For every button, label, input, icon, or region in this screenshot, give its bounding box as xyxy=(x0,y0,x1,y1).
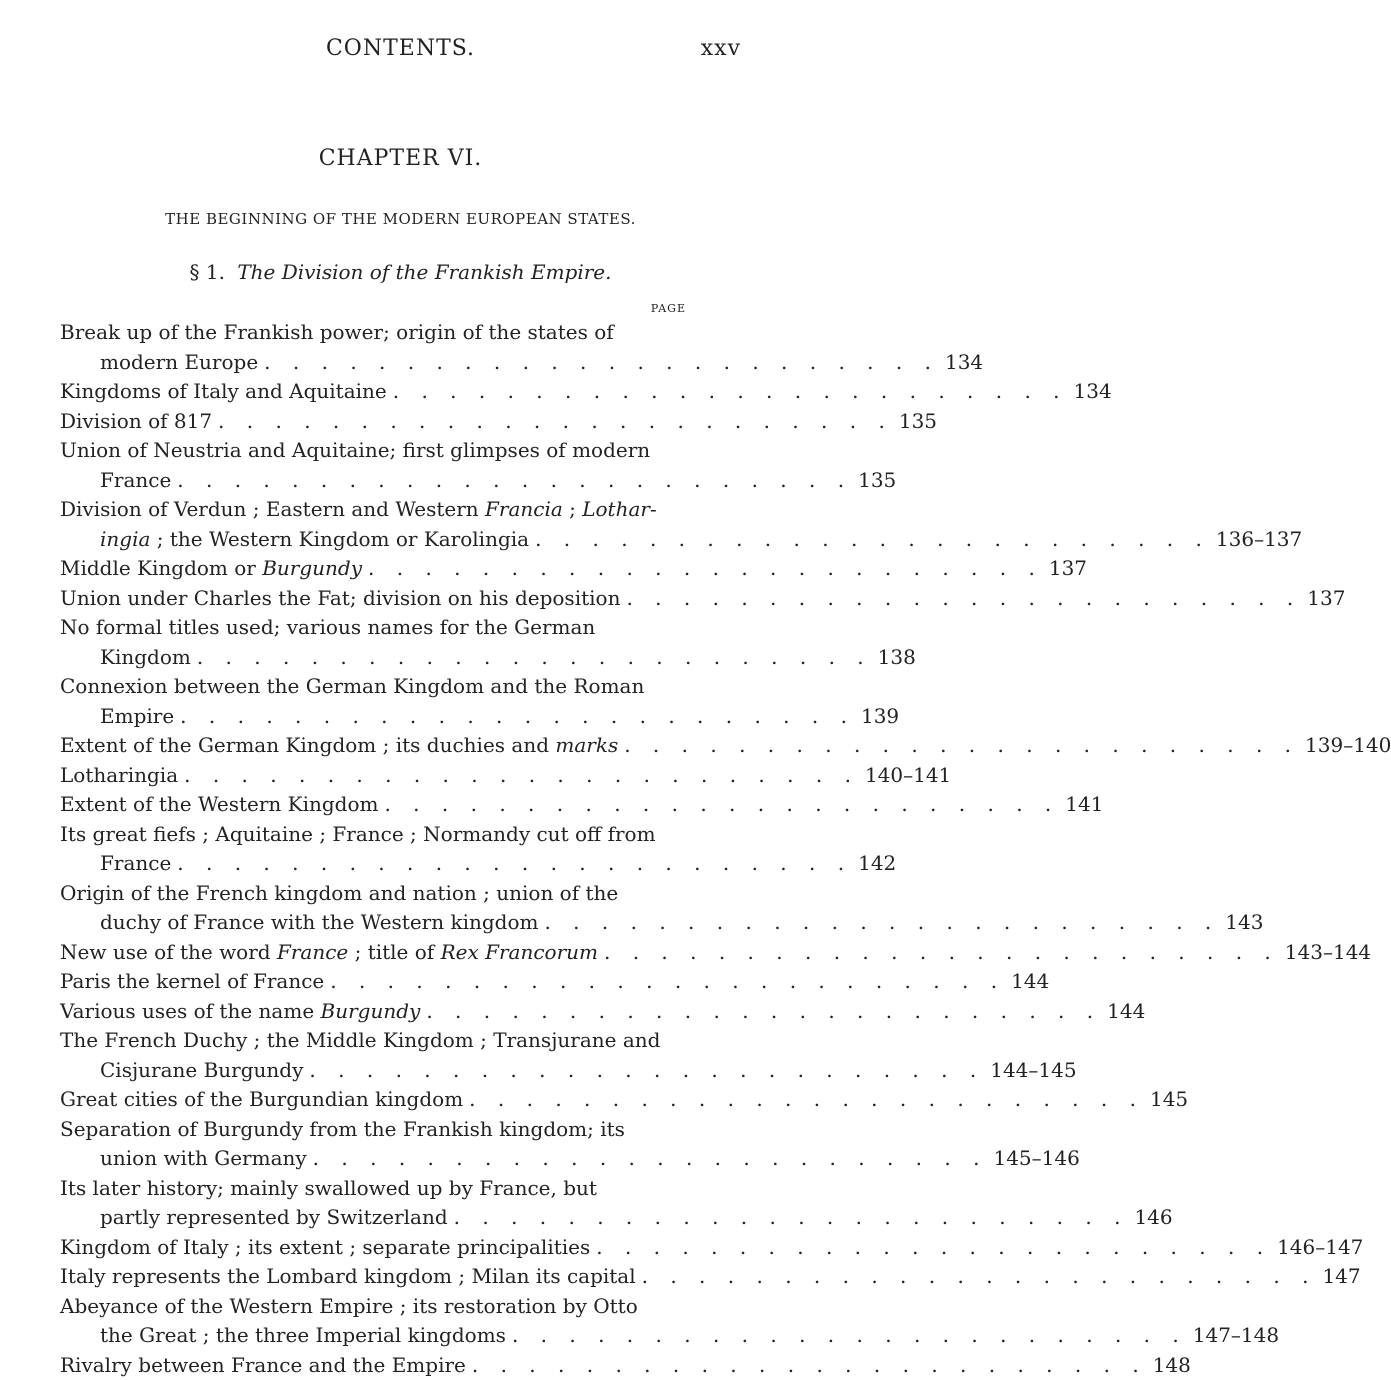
toc-entry-last-line xyxy=(60,407,700,437)
toc-leader-dots: . . . . . . . . . . . . . . . . . . . . . . . . xyxy=(448,1203,1129,1233)
running-head xyxy=(0,36,801,66)
toc-page-number: 147–148 xyxy=(1187,1321,1279,1351)
toc-leader-dots: . . . . . . . . . . . . . . . . . . . . . . . . xyxy=(171,466,852,496)
toc-leader-dots: . . . . . . . . . . . . . . . . . . . . . . . . xyxy=(307,1144,988,1174)
toc-entry-text: Italy represents the Lombard kingdom ; Milan its capital xyxy=(60,1262,636,1292)
toc-entry-line: Origin of the French kingdom and nation ; union of the xyxy=(60,879,700,909)
toc-leader-dots: . . . . . . . . . . . . . . . . . . . . . . . . xyxy=(620,584,1301,614)
toc-entry-last-line xyxy=(60,1262,700,1292)
toc-entry-last-line xyxy=(60,731,700,761)
toc-leader-dots: . . . . . . . . . . . . . . . . . . . . . . . . xyxy=(506,1321,1187,1351)
toc-page-number: 136–137 xyxy=(1210,525,1302,555)
toc-entry xyxy=(60,1026,700,1085)
toc-entry-last-line xyxy=(60,554,700,584)
toc-entry-text: Empire xyxy=(100,702,174,732)
toc-leader-dots: . . . . . . . . . . . . . . . . . . . . . . . . xyxy=(324,967,1005,997)
toc-entry-last-line xyxy=(60,908,700,938)
toc-entry-text: Union under Charles the Fat; division on his deposition xyxy=(60,584,620,614)
toc-entry-last-line xyxy=(60,967,700,997)
toc-leader-dots: . . . . . . . . . . . . . . . . . . . . . . . . xyxy=(466,1351,1147,1380)
toc-leader-dots: . . . . . . . . . . . . . . . . . . . . . . . . xyxy=(178,761,859,791)
toc-page-number: 141 xyxy=(1059,790,1103,820)
toc-leader-dots: . . . . . . . . . . . . . . . . . . . . . . . . xyxy=(636,1262,1317,1292)
toc-page-number: 143 xyxy=(1219,908,1263,938)
toc-entry xyxy=(60,820,700,879)
toc-leader-dots: . . . . . . . . . . . . . . . . . . . . . . . . xyxy=(538,908,1219,938)
toc-page-number: 145–146 xyxy=(987,1144,1079,1174)
toc-entry xyxy=(60,554,700,584)
running-head-title: CONTENTS. xyxy=(0,36,801,61)
toc-entry xyxy=(60,1351,700,1380)
toc-entry-line: Union of Neustria and Aquitaine; first glimpses of modern xyxy=(60,436,700,466)
toc-entry xyxy=(60,997,700,1027)
toc-entry-last-line xyxy=(60,761,700,791)
toc-entry-last-line xyxy=(60,377,700,407)
toc-page-number: 142 xyxy=(852,849,896,879)
toc-page-number: 145 xyxy=(1144,1085,1188,1115)
running-head-page-number: xxv xyxy=(701,36,741,61)
toc-entry-text: ingia ; the Western Kingdom or Karolingia xyxy=(100,525,529,555)
toc-page-number: 144 xyxy=(1101,997,1145,1027)
toc-entry-last-line xyxy=(60,1233,700,1263)
toc-entry-last-line xyxy=(60,466,700,496)
toc-page-number: 144–145 xyxy=(984,1056,1076,1086)
toc-entry xyxy=(60,436,700,495)
toc-entry-line: Abeyance of the Western Empire ; its restoration by Otto xyxy=(60,1292,700,1322)
toc-page-number: 146–147 xyxy=(1271,1233,1363,1263)
toc-page-number: 146 xyxy=(1128,1203,1172,1233)
toc-entry-text: partly represented by Switzerland xyxy=(100,1203,448,1233)
toc-entry xyxy=(60,672,700,731)
toc-entry xyxy=(60,731,700,761)
toc-entry xyxy=(60,1292,700,1351)
toc-entry-text: Extent of the German Kingdom ; its duchies and marks xyxy=(60,731,618,761)
toc-entry-line: No formal titles used; various names for the German xyxy=(60,613,700,643)
toc-entry-last-line xyxy=(60,1056,700,1086)
toc-entry xyxy=(60,967,700,997)
toc-leader-dots: . . . . . . . . . . . . . . . . . . . . . . . . xyxy=(590,1233,1271,1263)
toc-entry-last-line xyxy=(60,1203,700,1233)
toc-page-number: 139 xyxy=(855,702,899,732)
toc-page-number: 138 xyxy=(872,643,916,673)
toc-leader-dots: . . . . . . . . . . . . . . . . . . . . . . . . xyxy=(529,525,1210,555)
toc-entry-last-line xyxy=(60,997,700,1027)
toc-entry-text: Kingdom xyxy=(100,643,191,673)
toc-entry-last-line xyxy=(60,1144,700,1174)
toc-entry-text: Extent of the Western Kingdom xyxy=(60,790,378,820)
toc-entry xyxy=(60,938,700,968)
page-column-label: PAGE xyxy=(651,302,686,315)
toc-entry-text: France xyxy=(100,849,171,879)
toc-entry xyxy=(60,1262,700,1292)
toc-leader-dots: . . . . . . . . . . . . . . . . . . . . . . . . xyxy=(362,554,1043,584)
toc-page-number: 139–140 xyxy=(1299,731,1391,761)
toc-entry-line: Its great fiefs ; Aquitaine ; France ; Normandy cut off from xyxy=(60,820,700,850)
toc-entry-text: duchy of France with the Western kingdom xyxy=(100,908,538,938)
table-of-contents xyxy=(60,318,700,1380)
toc-entry xyxy=(60,318,700,377)
toc-entry-text: Various uses of the name Burgundy xyxy=(60,997,420,1027)
toc-entry xyxy=(60,879,700,938)
toc-entry-line: Separation of Burgundy from the Frankish kingdom; its xyxy=(60,1115,700,1145)
toc-leader-dots: . . . . . . . . . . . . . . . . . . . . . . . . xyxy=(171,849,852,879)
toc-entry-line: The French Duchy ; the Middle Kingdom ; Transjurane and xyxy=(60,1026,700,1056)
toc-entry-last-line xyxy=(60,584,700,614)
toc-entry xyxy=(60,407,700,437)
toc-entry-last-line xyxy=(60,643,700,673)
toc-entry-line: Division of Verdun ; Eastern and Western Francia ; Lothar- xyxy=(60,495,700,525)
toc-page-number: 135 xyxy=(893,407,937,437)
toc-entry-line: Break up of the Frankish power; origin of the states of xyxy=(60,318,700,348)
toc-leader-dots: . . . . . . . . . . . . . . . . . . . . . . . . xyxy=(303,1056,984,1086)
toc-entry-text: Lotharingia xyxy=(60,761,178,791)
toc-entry xyxy=(60,1174,700,1233)
chapter-title: CHAPTER VI. xyxy=(0,146,801,171)
toc-entry-last-line xyxy=(60,849,700,879)
toc-entry-text: union with Germany xyxy=(100,1144,307,1174)
toc-leader-dots: . . . . . . . . . . . . . . . . . . . . . . . . xyxy=(212,407,893,437)
toc-entry xyxy=(60,1085,700,1115)
toc-leader-dots: . . . . . . . . . . . . . . . . . . . . . . . . xyxy=(387,377,1068,407)
toc-entry xyxy=(60,377,700,407)
toc-entry-last-line xyxy=(60,938,700,968)
toc-entry-text: New use of the word France ; title of Rex Francorum xyxy=(60,938,598,968)
section-title: The Division of the Frankish Empire. xyxy=(237,260,611,284)
toc-page-number: 144 xyxy=(1005,967,1049,997)
toc-entry xyxy=(60,584,700,614)
toc-entry-line: Connexion between the German Kingdom and the Roman xyxy=(60,672,700,702)
toc-leader-dots: . . . . . . . . . . . . . . . . . . . . . . . . xyxy=(598,938,1279,968)
toc-page-number: 137 xyxy=(1043,554,1087,584)
toc-leader-dots: . . . . . . . . . . . . . . . . . . . . . . . . xyxy=(378,790,1059,820)
toc-leader-dots: . . . . . . . . . . . . . . . . . . . . . . . . xyxy=(174,702,855,732)
toc-leader-dots: . . . . . . . . . . . . . . . . . . . . . . . . xyxy=(420,997,1101,1027)
toc-entry xyxy=(60,613,700,672)
toc-leader-dots: . . . . . . . . . . . . . . . . . . . . . . . . xyxy=(463,1085,1144,1115)
toc-entry-text: Paris the kernel of France xyxy=(60,967,324,997)
toc-entry-text: Cisjurane Burgundy xyxy=(100,1056,303,1086)
toc-entry xyxy=(60,1115,700,1174)
toc-entry-last-line xyxy=(60,525,700,555)
toc-entry-text: modern Europe xyxy=(100,348,258,378)
toc-entry-last-line xyxy=(60,1351,700,1380)
toc-entry xyxy=(60,761,700,791)
toc-entry-text: the Great ; the three Imperial kingdoms xyxy=(100,1321,506,1351)
toc-page-number: 143–144 xyxy=(1279,938,1371,968)
toc-page-number: 148 xyxy=(1147,1351,1191,1380)
section-sign: § 1. xyxy=(190,260,225,284)
toc-entry xyxy=(60,1233,700,1263)
toc-page-number: 135 xyxy=(852,466,896,496)
toc-entry-last-line xyxy=(60,348,700,378)
toc-entry xyxy=(60,495,700,554)
toc-entry-text: Rivalry between France and the Empire xyxy=(60,1351,466,1380)
toc-entry-text: Division of 817 xyxy=(60,407,212,437)
toc-entry-last-line xyxy=(60,790,700,820)
toc-entry-last-line xyxy=(60,1085,700,1115)
toc-entry-last-line xyxy=(60,702,700,732)
toc-page-number: 137 xyxy=(1301,584,1345,614)
toc-leader-dots: . . . . . . . . . . . . . . . . . . . . . . . . xyxy=(618,731,1299,761)
toc-page-number: 134 xyxy=(1068,377,1112,407)
chapter-subtitle: THE BEGINNING OF THE MODERN EUROPEAN STATES. xyxy=(0,210,801,228)
toc-page-number: 147 xyxy=(1316,1262,1360,1292)
toc-entry-last-line xyxy=(60,1321,700,1351)
toc-leader-dots: . . . . . . . . . . . . . . . . . . . . . . . . xyxy=(191,643,872,673)
toc-page-number: 134 xyxy=(939,348,983,378)
toc-page-number: 140–141 xyxy=(859,761,951,791)
toc-entry-text: Kingdoms of Italy and Aquitaine xyxy=(60,377,387,407)
toc-entry-text: Middle Kingdom or Burgundy xyxy=(60,554,362,584)
toc-entry-text: Kingdom of Italy ; its extent ; separate principalities xyxy=(60,1233,590,1263)
section-heading xyxy=(0,260,801,284)
toc-leader-dots: . . . . . . . . . . . . . . . . . . . . . . . . xyxy=(258,348,939,378)
toc-entry-line: Its later history; mainly swallowed up by France, but xyxy=(60,1174,700,1204)
toc-entry-text: France xyxy=(100,466,171,496)
toc-entry xyxy=(60,790,700,820)
toc-entry-text: Great cities of the Burgundian kingdom xyxy=(60,1085,463,1115)
